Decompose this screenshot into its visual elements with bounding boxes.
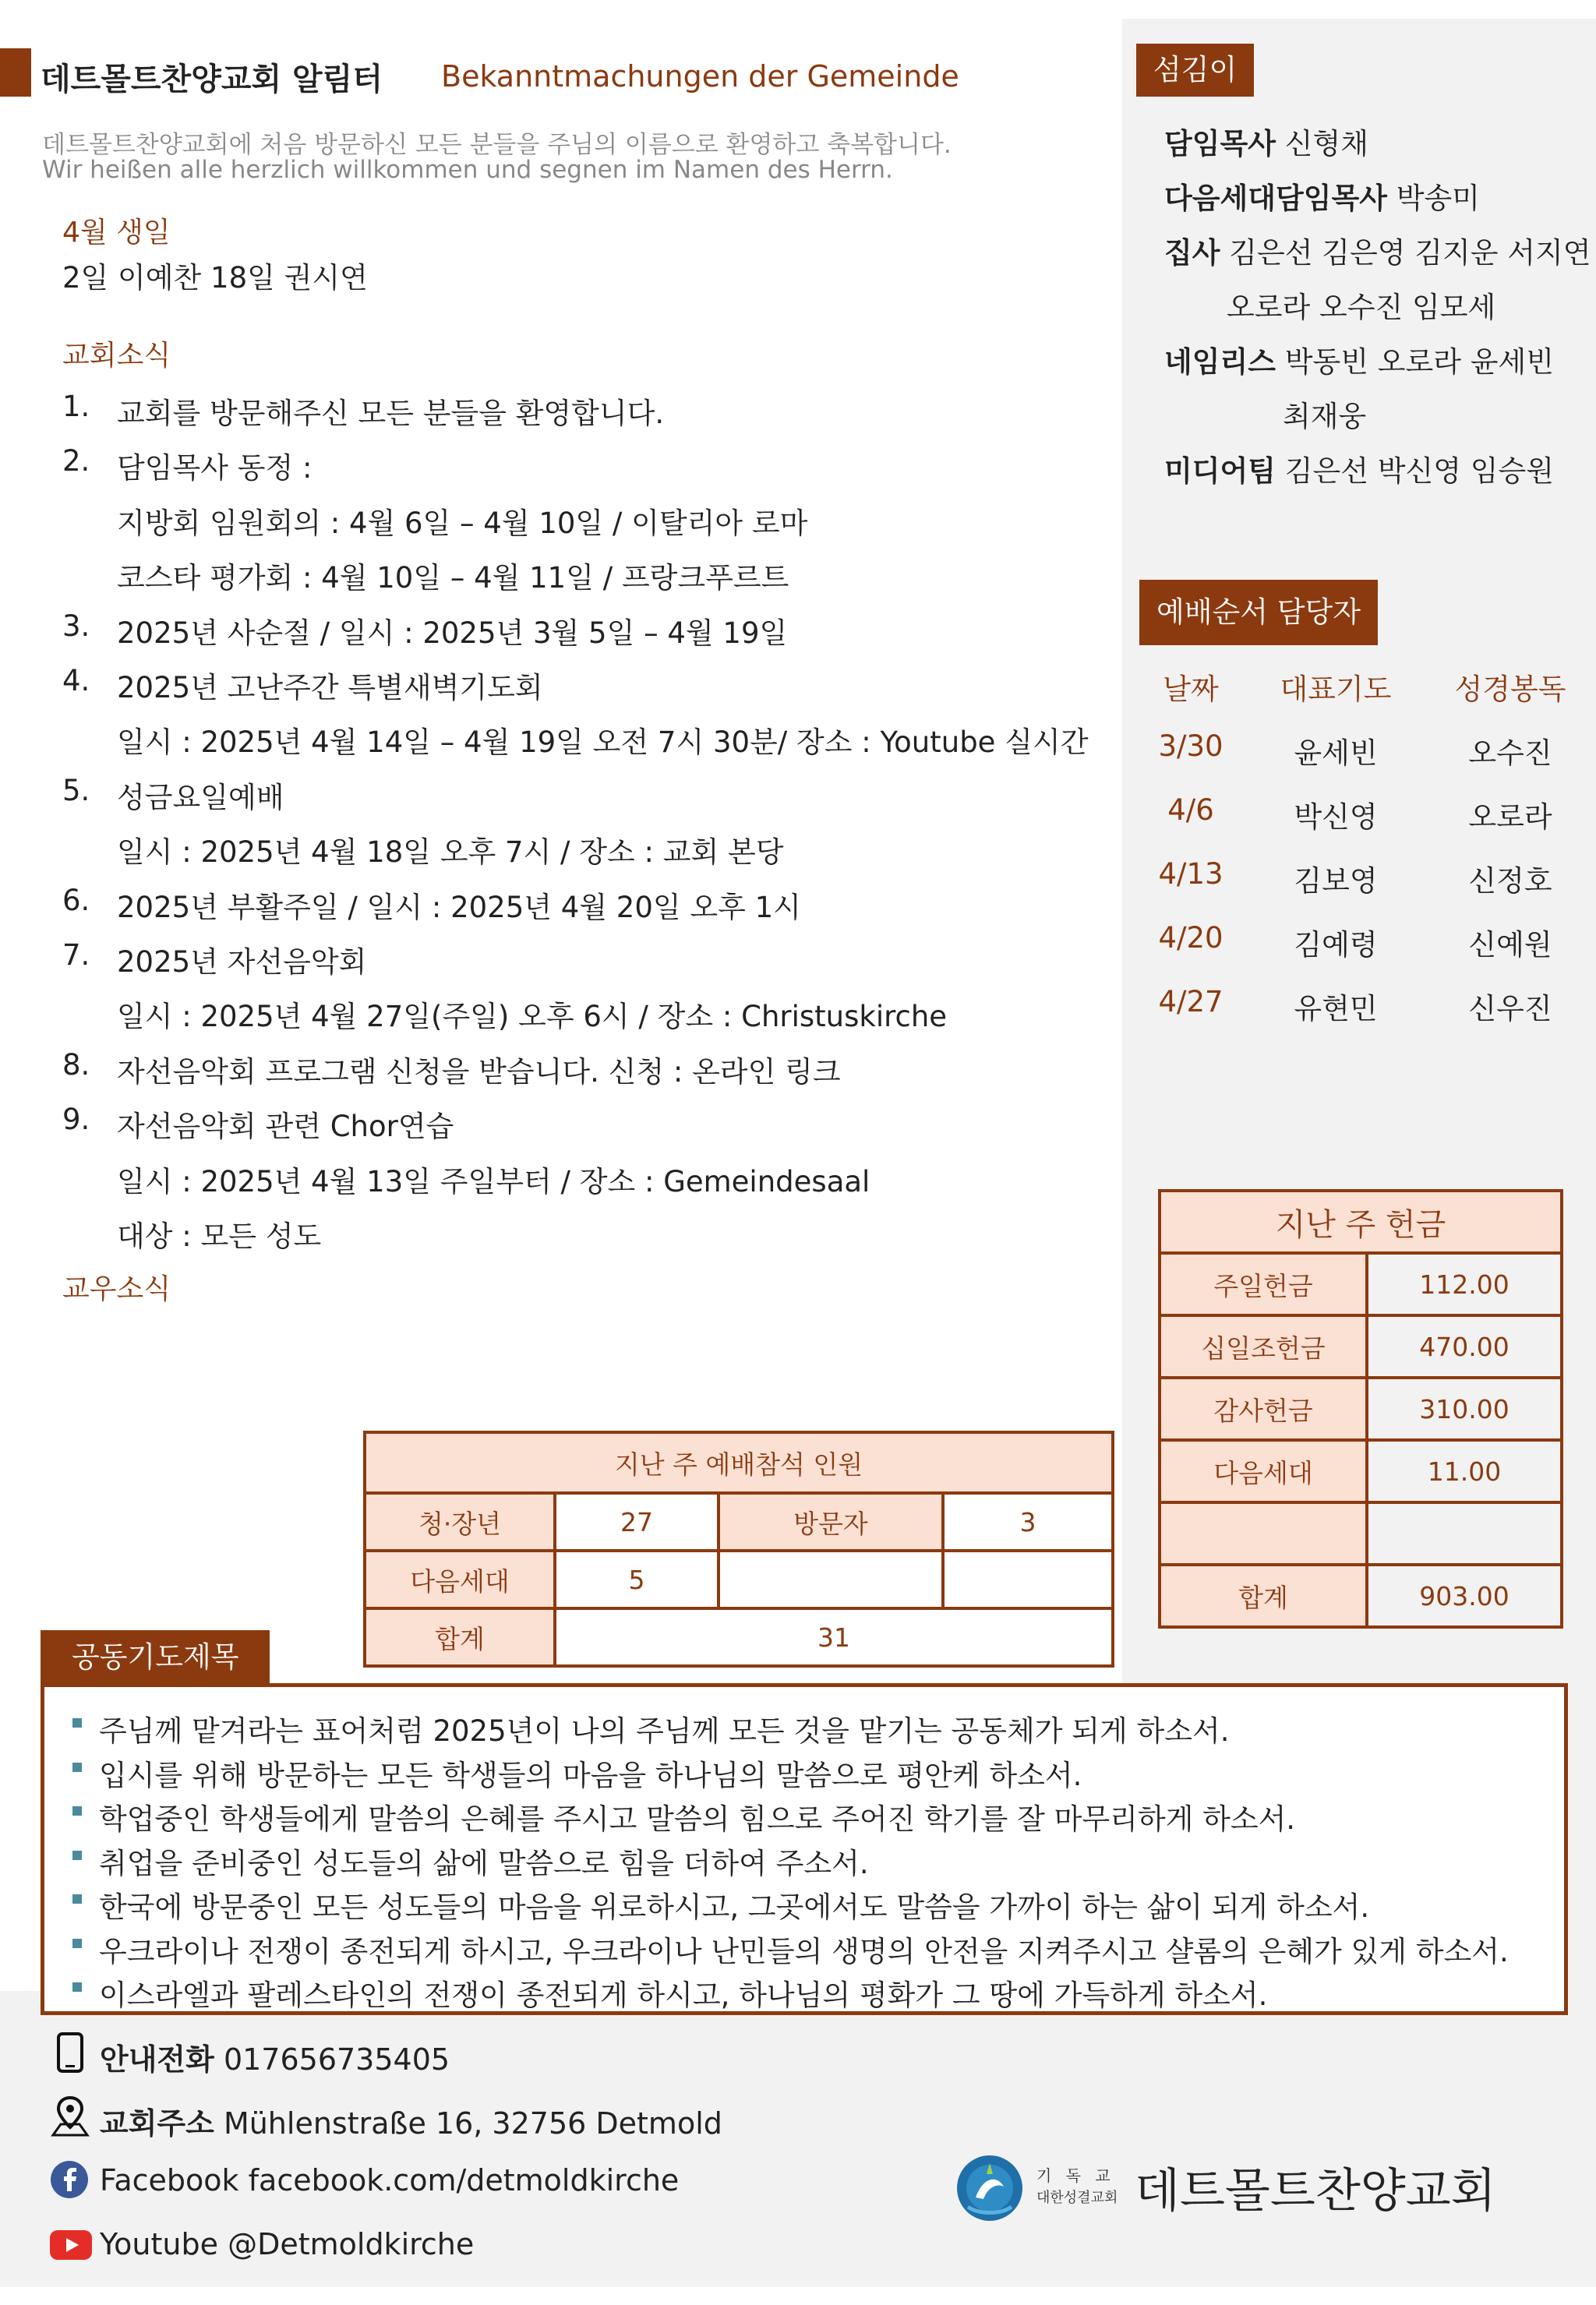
attendance-adult-count: 27: [555, 1493, 719, 1551]
news-item-number: 2.: [62, 444, 90, 478]
news-item-text: 자선음악회 프로그램 신청을 받습니다. 신청 : 온라인 링크: [117, 1054, 841, 1089]
logo-denomination-top: 기 독 교: [1036, 2166, 1115, 2185]
offering-amount: [1367, 1502, 1562, 1565]
prayer-item-text: 학업중인 학생들에게 말씀의 은혜를 주시고 말씀의 힘으로 주어진 학기를 잘 마무리하게 하소서.: [99, 1802, 1296, 1836]
schedule-name: 신우진: [1468, 992, 1552, 1025]
address-text: Mühlenstraße 16, 32756 Detmold: [223, 2106, 722, 2141]
news-item-number: 8.: [62, 1047, 90, 1082]
staff-names: 김은선 김은영 김지운 서지연: [1229, 236, 1591, 270]
offering-amount: 470.00: [1367, 1315, 1562, 1378]
prayer-item-text: 우크라이나 전쟁이 종전되게 하시고, 우크라이나 난민들의 생명의 안전을 지켜주시고 샬롬의 은혜가 있게 하소서.: [99, 1934, 1509, 1968]
offering-title: 지난 주 헌금: [1160, 1191, 1562, 1253]
schedule-name: 신정호: [1468, 864, 1552, 898]
staff-names: 최재웅: [1283, 400, 1367, 433]
news-item-number: 7.: [62, 938, 90, 972]
news-item-number: 5.: [62, 773, 90, 807]
bullet-icon: [72, 1763, 82, 1772]
news-item-text: 일시 : 2025년 4월 14일 – 4월 19일 오전 7시 30분/ 장소 : Youtube 실시간: [117, 725, 1089, 760]
prayer-item: [99, 1752, 1082, 1794]
address-label: 교회주소: [100, 2106, 214, 2141]
phone-icon: [56, 2032, 84, 2076]
address-line: [100, 2099, 722, 2142]
prayer-item-text: 취업을 준비중인 성도들의 삶에 말씀으로 힘을 더하여 주소서.: [99, 1846, 869, 1880]
offering-label: 합계: [1160, 1565, 1367, 1627]
news-item-text: 2025년 자선음악회: [117, 945, 367, 979]
schedule-date: 4/27: [1158, 985, 1223, 1018]
news-item-text: 일시 : 2025년 4월 27일(주일) 오후 6시 / 장소 : Christuskirche: [117, 1000, 948, 1034]
attendance-label-visitor: 방문자: [719, 1493, 943, 1551]
news-item-number: 1.: [62, 390, 90, 423]
bullet-icon: [72, 1939, 82, 1948]
schedule-name: 유현민: [1294, 992, 1378, 1025]
news-item-text: 성금요일예배: [117, 780, 284, 814]
news-item-number: 9.: [62, 1103, 90, 1137]
attendance-empty-count: [943, 1551, 1113, 1608]
news-item-text: 코스타 평가회 : 4월 10일 – 4월 11일 / 프랑크푸르트: [117, 561, 789, 595]
schedule-date: 3/30: [1158, 729, 1223, 763]
youtube-line: [100, 2227, 474, 2261]
news-item-text: 2025년 부활주일 / 일시 : 2025년 4월 20일 오후 1시: [117, 890, 801, 924]
news-item-text: 자선음악회 관련 Chor연습: [117, 1110, 454, 1144]
facebook-line: [100, 2163, 679, 2197]
bullet-icon: [72, 1718, 82, 1728]
staff-role: 담임목사: [1164, 127, 1276, 161]
staff-row: [1164, 175, 1480, 217]
bullet-icon: [72, 1894, 82, 1904]
staff-names: 박동빈 오로라 윤세빈: [1284, 345, 1554, 379]
staff-role: 다음세대담임목사: [1164, 182, 1387, 215]
youtube-icon[interactable]: [50, 2230, 92, 2263]
news-item-text: 일시 : 2025년 4월 13일 주일부터 / 장소 : Gemeindesaal: [117, 1164, 870, 1198]
prayer-item: [99, 1707, 1230, 1749]
news-item-text: 지방회 임원회의 : 4월 6일 – 4월 10일 / 이탈리아 로마: [117, 506, 808, 540]
prayer-item: [99, 1840, 869, 1882]
attendance-table: [363, 1431, 1114, 1668]
facebook-label: Facebook: [100, 2163, 239, 2197]
prayer-item: [99, 1971, 1267, 2014]
members-news-heading: 교우소식: [62, 1273, 171, 1305]
phone-number[interactable]: 017656735405: [223, 2042, 450, 2077]
welcome-de: Wir heißen alle herzlich willkommen und segnen im Namen des Herrn.: [42, 156, 893, 184]
staff-tag: 섬김이: [1136, 44, 1254, 97]
schedule-name: 오로라: [1468, 800, 1552, 834]
schedule-tag: 예배순서 담당자: [1139, 580, 1378, 645]
prayer-box: [41, 1683, 1568, 2015]
offering-table: [1158, 1189, 1563, 1629]
prayer-item-text: 한국에 방문중인 모든 성도들의 마음을 위로하시고, 그곳에서도 말씀을 가까이 하는 삶이 되게 하소서.: [99, 1890, 1370, 1924]
facebook-link[interactable]: facebook.com/detmoldkirche: [248, 2163, 680, 2197]
news-item-text: 교회를 방문해주신 모든 분들을 환영합니다.: [117, 397, 665, 430]
prayer-item-text: 이스라엘과 팔레스타인의 전쟁이 종전되게 하시고, 하나님의 평화가 그 땅에 가득하게 하소서.: [99, 1978, 1268, 2012]
prayer-tag: 공동기도제목: [41, 1630, 270, 1685]
news-item-number: 3.: [62, 609, 90, 643]
church-logo-emblem: [952, 2152, 1027, 2227]
schedule-date: 4/13: [1158, 857, 1223, 891]
staff-row: [1283, 393, 1366, 435]
offering-amount: 310.00: [1367, 1378, 1562, 1440]
header-accent-bar: [0, 48, 31, 97]
schedule-name: 박신영: [1294, 800, 1378, 834]
staff-row: [1164, 120, 1368, 162]
staff-row: [1164, 338, 1554, 380]
staff-names: 박송미: [1396, 182, 1480, 215]
staff-names: 신형채: [1284, 127, 1368, 161]
schedule-header: 대표기도: [1280, 672, 1392, 706]
phone-label: 안내전화: [100, 2042, 214, 2077]
attendance-title: 지난 주 예배참석 인원: [365, 1432, 1113, 1493]
logo-church-name: 데트몰트찬양교회: [1135, 2164, 1496, 2219]
map-pin-icon: [50, 2095, 90, 2141]
news-item-number: 6.: [62, 883, 90, 917]
news-item-text: 2025년 고난주간 특별새벽기도회: [117, 671, 543, 704]
schedule-date: 4/6: [1167, 793, 1214, 827]
news-item-text: 담임목사 동정 :: [117, 451, 312, 485]
youtube-label: Youtube: [100, 2227, 218, 2261]
schedule-date: 4/20: [1158, 921, 1223, 955]
news-item-number: 4.: [62, 664, 90, 697]
offering-amount: 903.00: [1367, 1565, 1562, 1627]
offering-label: 다음세대: [1160, 1440, 1367, 1502]
page-title: 데트몰트찬양교회 알림터: [41, 62, 383, 97]
news-item-text: 2025년 사순절 / 일시 : 2025년 3월 5일 – 4월 19일: [117, 616, 788, 650]
attendance-total: 31: [555, 1608, 1113, 1666]
staff-row: [1164, 447, 1554, 489]
birthday-text: 2일 이예찬 18일 권시연: [62, 261, 368, 295]
offering-label: 감사헌금: [1160, 1378, 1367, 1440]
schedule-name: 김예령: [1294, 928, 1378, 962]
staff-row: [1164, 229, 1591, 271]
schedule-header: 날짜: [1163, 672, 1219, 706]
bullet-icon: [72, 1806, 82, 1816]
schedule-name: 오수진: [1468, 736, 1552, 770]
bullet-icon: [72, 1982, 82, 1992]
phone-line: [100, 2035, 450, 2078]
attendance-label-total: 합계: [365, 1608, 555, 1666]
news-item-text: 대상 : 모든 성도: [117, 1220, 322, 1253]
schedule-name: 신예원: [1468, 928, 1552, 962]
page-subtitle: Bekanntmachungen der Gemeinde: [441, 59, 959, 94]
attendance-label-adult: 청·장년: [365, 1493, 555, 1551]
offering-label: [1160, 1502, 1367, 1565]
youtube-handle[interactable]: @Detmoldkirche: [228, 2227, 475, 2261]
attendance-empty-label: [719, 1551, 943, 1608]
staff-role: 네임리스: [1164, 345, 1276, 379]
prayer-item: [99, 1883, 1369, 1926]
news-item-text: 일시 : 2025년 4월 18일 오후 7시 / 장소 : 교회 본당: [117, 835, 784, 870]
staff-role: 집사: [1164, 236, 1220, 270]
welcome-ko: 데트몰트찬양교회에 처음 방문하신 모든 분들을 주님의 이름으로 환영하고 축복합니다.: [42, 131, 952, 159]
schedule-name: 윤세빈: [1294, 736, 1378, 770]
schedule-header: 성경봉독: [1454, 672, 1566, 706]
offering-label: 주일헌금: [1160, 1253, 1367, 1315]
offering-amount: 112.00: [1367, 1253, 1562, 1315]
attendance-label-nextgen: 다음세대: [365, 1551, 555, 1608]
schedule-name: 김보영: [1294, 864, 1378, 898]
attendance-nextgen-count: 5: [555, 1551, 719, 1608]
prayer-item-text: 주님께 맡겨라는 표어처럼 2025년이 나의 주님께 모든 것을 맡기는 공동체가 되게 하소서.: [99, 1714, 1230, 1748]
staff-role: 미디어팀: [1164, 454, 1276, 488]
offering-label: 십일조헌금: [1160, 1315, 1367, 1378]
prayer-item: [99, 1928, 1509, 1970]
bullet-icon: [72, 1851, 82, 1860]
offering-amount: 11.00: [1367, 1440, 1562, 1502]
prayer-item-text: 입시를 위해 방문하는 모든 학생들의 마음을 하나님의 말씀으로 평안케 하소서.: [99, 1758, 1082, 1792]
attendance-visitor-count: 3: [943, 1493, 1113, 1551]
news-heading: 교회소식: [62, 340, 171, 372]
staff-names: 오로라 오수진 임모세: [1227, 291, 1496, 324]
facebook-icon[interactable]: [50, 2160, 89, 2202]
staff-names: 김은선 박신영 임승원: [1284, 454, 1554, 488]
staff-row: [1227, 284, 1495, 326]
birthday-heading: 4월 생일: [62, 217, 171, 249]
prayer-item: [99, 1795, 1295, 1837]
logo-denomination-bottom: 대한성결교회: [1036, 2190, 1118, 2206]
